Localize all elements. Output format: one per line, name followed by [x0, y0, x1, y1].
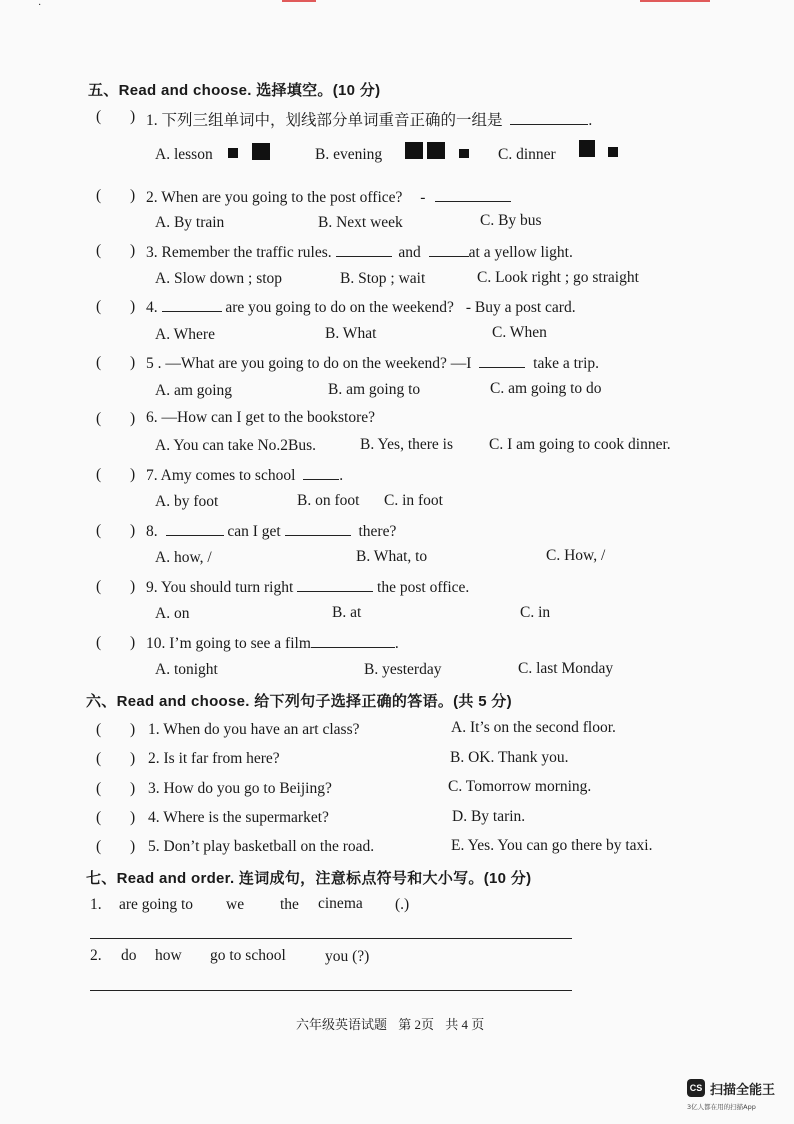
word-chip: cinema	[318, 895, 363, 912]
word-chip: (.)	[395, 896, 410, 913]
option-c: C. in	[520, 604, 551, 621]
option-a: A. am going	[155, 382, 233, 399]
answer-paren-close: )	[130, 242, 136, 259]
corner-mark: ·	[38, 0, 42, 11]
option-a: A. on	[155, 605, 190, 622]
option-c: C. How, /	[546, 547, 606, 564]
option-a: A. Slow down ; stop	[155, 270, 283, 287]
question-5-8: 8. can I get there?	[146, 523, 397, 540]
question-number: 4.	[146, 299, 158, 316]
question-5-10: 10. I’m going to see a film .	[146, 635, 399, 652]
question-5-2: 2. When are you going to the post office? -	[146, 187, 511, 207]
matching-question: 3. How do you go to Beijing?	[148, 780, 332, 797]
answer-blank[interactable]	[297, 577, 373, 592]
option-c: C. I am going to cook dinner.	[489, 436, 671, 453]
camscanner-logo-icon: CS	[687, 1079, 705, 1097]
option-a: A. tonight	[155, 661, 218, 678]
answer-paren-close: )	[130, 838, 136, 855]
option-b: B. at	[332, 604, 362, 621]
question-5-4: 4. are you going to do on the weekend? - Buy a post card.	[146, 299, 576, 316]
answer-paren-close: )	[130, 721, 136, 738]
answer-blank[interactable]	[285, 521, 351, 536]
answer-paren-open: (	[96, 108, 102, 125]
answer-paren-open: (	[96, 721, 102, 738]
question-5-1: 1. 下列三组单词中，划线部分单词重音正确的一组是 .	[146, 112, 593, 129]
answer-blank[interactable]	[510, 110, 588, 125]
option-c: C. dinner	[498, 146, 556, 163]
answer-blank[interactable]	[479, 353, 525, 368]
question-5-9: 9. You should turn right the post office.	[146, 579, 470, 596]
answer-blank[interactable]	[336, 242, 392, 257]
answer-paren-open: (	[96, 242, 102, 259]
order-item-number: 2.	[90, 947, 102, 964]
redaction-block	[579, 140, 595, 157]
answer-paren-close: )	[130, 578, 136, 595]
answer-blank[interactable]	[303, 465, 339, 480]
answer-paren-open: (	[96, 522, 102, 539]
answer-paren-open: (	[96, 578, 102, 595]
footer-subject: 六年级英语试题	[296, 1017, 388, 1032]
word-chip: do	[121, 947, 137, 964]
watermark-tagline: 3亿人都在用的扫描App	[687, 1103, 756, 1111]
option-b: B. evening	[315, 146, 383, 163]
option-b: B. What	[325, 325, 377, 342]
answer-paren-close: )	[130, 466, 136, 483]
option-c: C. last Monday	[518, 660, 614, 677]
question-text: —How can I get to the bookstore?	[161, 409, 375, 426]
redaction-block	[459, 149, 469, 158]
matching-answer: A. It’s on the second floor.	[451, 719, 616, 736]
section-6-title: 六、Read and choose. 给下列句子选择正确的答语。(共 5 分)	[86, 693, 512, 710]
watermark-app-name: 扫描全能王	[710, 1083, 776, 1098]
option-c: C. am going to do	[490, 380, 602, 397]
redaction-block	[405, 142, 423, 159]
matching-question: 2. Is it far from here?	[148, 750, 280, 767]
answer-paren-open: (	[96, 354, 102, 371]
matching-answer: E. Yes. You can go there by taxi.	[451, 837, 653, 854]
footer-total: 共 4 页	[445, 1017, 485, 1032]
matching-answer: B. OK. Thank you.	[450, 749, 569, 766]
answer-paren-close: )	[130, 410, 136, 427]
redaction-block	[608, 147, 618, 157]
redaction-block	[427, 142, 445, 159]
question-number: 8.	[146, 523, 158, 540]
question-5-3: 3. Remember the traffic rules. and at a yellow light.	[146, 244, 573, 261]
option-b: B. What, to	[356, 548, 428, 565]
word-chip: go to school	[210, 947, 286, 964]
option-c: C. When	[492, 324, 547, 341]
matching-question: 5. Don’t play basketball on the road.	[148, 838, 375, 855]
top-edge-mark	[282, 0, 316, 2]
order-item-number: 1.	[90, 896, 102, 913]
matching-answer: D. By tarin.	[452, 808, 526, 825]
option-b: B. Yes, there is	[360, 436, 454, 453]
matching-question: 4. Where is the supermarket?	[148, 809, 329, 826]
question-number: 10.	[146, 635, 166, 652]
answer-paren-open: (	[96, 750, 102, 767]
question-number: 3.	[146, 244, 158, 261]
option-b: B. yesterday	[364, 661, 442, 678]
option-c: C. Look right ; go straight	[477, 269, 639, 286]
option-b: B. on foot	[297, 492, 360, 509]
option-b: B. am going to	[328, 381, 421, 398]
redaction-block	[252, 143, 270, 160]
answer-paren-close: )	[130, 750, 136, 767]
footer-page: 第 2页	[398, 1017, 435, 1032]
answer-paren-close: )	[130, 809, 136, 826]
word-chip: the	[280, 896, 299, 913]
answer-paren-open: (	[96, 187, 102, 204]
option-a: A. You can take No.2Bus.	[155, 437, 317, 454]
question-number: 7.	[146, 467, 158, 484]
option-a: A. by foot	[155, 493, 219, 510]
answer-paren-close: )	[130, 522, 136, 539]
matching-question: 1. When do you have an art class?	[148, 721, 360, 738]
word-chip: are going to	[119, 896, 194, 913]
question-text: When are you going to the post office?	[161, 189, 403, 206]
matching-answer: C. Tomorrow morning.	[448, 778, 592, 795]
answer-paren-close: )	[130, 634, 136, 651]
question-number: 5 .	[146, 355, 162, 372]
question-text: 下列三组单词中，划线部分单词重音正确的一组是	[161, 112, 503, 129]
answer-paren-open: (	[96, 634, 102, 651]
answer-paren-close: )	[130, 187, 136, 204]
word-chip: we	[226, 896, 245, 913]
answer-line[interactable]	[90, 990, 572, 991]
answer-blank[interactable]	[162, 297, 222, 312]
option-a: A. Where	[155, 326, 215, 343]
word-chip: how	[155, 947, 182, 964]
answer-paren-close: )	[130, 780, 136, 797]
answer-blank[interactable]	[166, 521, 224, 536]
answer-paren-close: )	[130, 298, 136, 315]
redaction-block	[228, 148, 238, 158]
question-5-7: 7. Amy comes to school .	[146, 467, 344, 484]
top-edge-mark	[640, 0, 710, 2]
answer-blank[interactable]	[429, 242, 469, 257]
answer-paren-open: (	[96, 466, 102, 483]
question-number: 9.	[146, 579, 158, 596]
section-7-title: 七、Read and order. 连词成句，注意标点符号和大小写。(10 分)	[86, 870, 532, 887]
answer-blank[interactable]	[311, 633, 395, 648]
question-number: 6.	[146, 409, 158, 426]
answer-blank[interactable]	[435, 187, 511, 202]
answer-paren-open: (	[96, 838, 102, 855]
option-c: C. in foot	[384, 492, 443, 509]
section-5-title: 五、Read and choose. 选择填空。(10 分)	[88, 82, 381, 99]
option-c: C. By bus	[480, 212, 542, 229]
option-b: B. Stop ; wait	[340, 270, 426, 287]
option-a: A. By train	[155, 214, 225, 231]
question-5-6	[146, 409, 375, 427]
option-b: B. Next week	[318, 214, 403, 231]
page-footer	[296, 1014, 484, 1033]
word-chip: you (?)	[325, 948, 370, 965]
answer-paren-open: (	[96, 780, 102, 797]
answer-paren-close: )	[130, 354, 136, 371]
answer-paren-close: )	[130, 108, 136, 125]
answer-paren-open: (	[96, 298, 102, 315]
question-number: 2.	[146, 189, 158, 206]
answer-paren-open: (	[96, 410, 102, 427]
answer-line[interactable]	[90, 938, 572, 939]
question-5-5: 5 . —What are you going to do on the weekend? —I take a trip.	[146, 355, 600, 372]
question-number: 1.	[146, 112, 158, 129]
answer-paren-open: (	[96, 809, 102, 826]
option-a: A. lesson	[155, 146, 213, 163]
option-a: A. how, /	[155, 549, 212, 566]
